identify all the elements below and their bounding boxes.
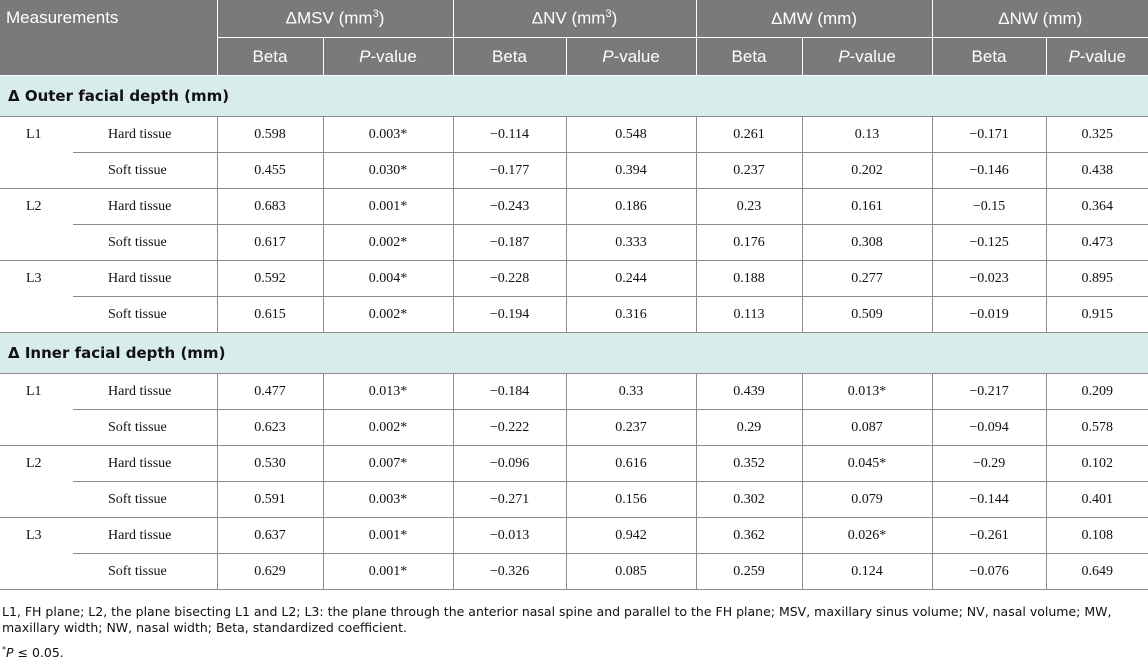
tissue-label: Soft tissue <box>73 482 217 518</box>
p-value-cell: 0.202 <box>802 153 932 189</box>
beta-cell: −0.177 <box>453 153 566 189</box>
tissue-label: Soft tissue <box>73 410 217 446</box>
beta-cell: −0.023 <box>932 261 1046 297</box>
level-label: L1 <box>0 374 73 446</box>
table-row <box>0 554 1148 590</box>
p-value-cell: 0.001* <box>323 189 453 225</box>
p-value-cell: 0.079 <box>802 482 932 518</box>
tissue-label: Hard tissue <box>73 446 217 482</box>
p-value-cell: 0.085 <box>566 554 696 590</box>
tissue-label: Soft tissue <box>73 554 217 590</box>
level-label: L2 <box>0 446 73 518</box>
p-value-header: P-value <box>802 38 932 76</box>
section-header-row <box>0 76 1148 117</box>
table-row <box>0 225 1148 261</box>
beta-cell: −0.146 <box>932 153 1046 189</box>
p-value-cell: 0.124 <box>802 554 932 590</box>
p-value-header: P-value <box>566 38 696 76</box>
p-value-cell: 0.237 <box>566 410 696 446</box>
p-value-cell: 0.364 <box>1046 189 1148 225</box>
p-value-cell: 0.895 <box>1046 261 1148 297</box>
p-value-cell: 0.616 <box>566 446 696 482</box>
beta-cell: −0.217 <box>932 374 1046 410</box>
beta-cell: 0.617 <box>217 225 323 261</box>
beta-cell: −0.228 <box>453 261 566 297</box>
p-value-cell: 0.277 <box>802 261 932 297</box>
table-row <box>0 410 1148 446</box>
beta-cell: −0.144 <box>932 482 1046 518</box>
beta-header: Beta <box>696 38 802 76</box>
section-title: Δ Outer facial depth (mm) <box>0 76 1148 117</box>
table-row <box>0 153 1148 189</box>
p-value-header: P-value <box>1046 38 1148 76</box>
beta-cell: −0.094 <box>932 410 1046 446</box>
p-value-cell: 0.003* <box>323 482 453 518</box>
table-row <box>0 261 1148 297</box>
beta-cell: −0.194 <box>453 297 566 333</box>
table-row <box>0 446 1148 482</box>
table-row <box>0 482 1148 518</box>
beta-cell: −0.125 <box>932 225 1046 261</box>
beta-cell: 0.176 <box>696 225 802 261</box>
p-value-cell: 0.942 <box>566 518 696 554</box>
mw-header: ΔMW (mm) <box>696 0 932 38</box>
footnote-significance: *P ≤ 0.05. <box>2 645 64 661</box>
p-value-cell: 0.007* <box>323 446 453 482</box>
p-value-cell: 0.002* <box>323 297 453 333</box>
beta-cell: 0.637 <box>217 518 323 554</box>
p-value-cell: 0.108 <box>1046 518 1148 554</box>
p-value-cell: 0.325 <box>1046 117 1148 153</box>
beta-cell: 0.683 <box>217 189 323 225</box>
beta-cell: 0.591 <box>217 482 323 518</box>
level-label: L2 <box>0 189 73 261</box>
beta-cell: −0.15 <box>932 189 1046 225</box>
beta-cell: −0.013 <box>453 518 566 554</box>
p-value-cell: 0.316 <box>566 297 696 333</box>
table-row <box>0 117 1148 153</box>
tissue-label: Soft tissue <box>73 153 217 189</box>
p-value-cell: 0.013* <box>323 374 453 410</box>
section-title: Δ Inner facial depth (mm) <box>0 333 1148 374</box>
tissue-label: Hard tissue <box>73 374 217 410</box>
p-value-cell: 0.004* <box>323 261 453 297</box>
beta-cell: −0.271 <box>453 482 566 518</box>
p-value-cell: 0.186 <box>566 189 696 225</box>
beta-cell: 0.439 <box>696 374 802 410</box>
p-value-cell: 0.161 <box>802 189 932 225</box>
beta-cell: −0.114 <box>453 117 566 153</box>
beta-cell: −0.171 <box>932 117 1046 153</box>
level-label: L1 <box>0 117 73 189</box>
p-value-cell: 0.473 <box>1046 225 1148 261</box>
beta-cell: 0.23 <box>696 189 802 225</box>
beta-cell: −0.184 <box>453 374 566 410</box>
beta-header: Beta <box>453 38 566 76</box>
p-value-cell: 0.394 <box>566 153 696 189</box>
beta-cell: 0.302 <box>696 482 802 518</box>
tissue-label: Hard tissue <box>73 518 217 554</box>
p-value-cell: 0.509 <box>802 297 932 333</box>
beta-cell: −0.096 <box>453 446 566 482</box>
p-value-cell: 0.002* <box>323 225 453 261</box>
beta-cell: 0.29 <box>696 410 802 446</box>
section-header-row <box>0 333 1148 374</box>
beta-cell: 0.592 <box>217 261 323 297</box>
beta-cell: 0.598 <box>217 117 323 153</box>
nv-header: ΔNV $(mm^3)$ <box>453 0 696 38</box>
p-value-cell: 0.308 <box>802 225 932 261</box>
beta-cell: 0.261 <box>696 117 802 153</box>
beta-cell: −0.076 <box>932 554 1046 590</box>
tissue-label: Hard tissue <box>73 189 217 225</box>
beta-cell: 0.623 <box>217 410 323 446</box>
beta-cell: 0.530 <box>217 446 323 482</box>
beta-cell: −0.019 <box>932 297 1046 333</box>
p-value-cell: 0.003* <box>323 117 453 153</box>
measurements-header: Measurements <box>0 0 217 76</box>
beta-cell: −0.29 <box>932 446 1046 482</box>
tissue-label: Soft tissue <box>73 225 217 261</box>
p-value-cell: 0.001* <box>323 518 453 554</box>
beta-cell: 0.455 <box>217 153 323 189</box>
p-value-cell: 0.030* <box>323 153 453 189</box>
beta-cell: 0.237 <box>696 153 802 189</box>
beta-cell: 0.362 <box>696 518 802 554</box>
beta-header: Beta <box>932 38 1046 76</box>
p-value-cell: 0.026* <box>802 518 932 554</box>
beta-cell: 0.188 <box>696 261 802 297</box>
p-value-cell: 0.13 <box>802 117 932 153</box>
beta-cell: 0.477 <box>217 374 323 410</box>
p-value-cell: 0.087 <box>802 410 932 446</box>
beta-cell: −0.222 <box>453 410 566 446</box>
level-label: L3 <box>0 518 73 590</box>
p-value-cell: 0.401 <box>1046 482 1148 518</box>
msv-header: ΔMSV $(mm^3)$ <box>217 0 453 38</box>
beta-cell: −0.326 <box>453 554 566 590</box>
nw-header: ΔNW (mm) <box>932 0 1148 38</box>
table-row <box>0 518 1148 554</box>
beta-cell: −0.187 <box>453 225 566 261</box>
tissue-label: Hard tissue <box>73 261 217 297</box>
beta-cell: 0.352 <box>696 446 802 482</box>
table-body <box>0 76 1148 590</box>
p-value-cell: 0.002* <box>323 410 453 446</box>
p-value-cell: 0.209 <box>1046 374 1148 410</box>
table-row <box>0 374 1148 410</box>
p-value-cell: 0.915 <box>1046 297 1148 333</box>
table-row <box>0 189 1148 225</box>
beta-cell: −0.261 <box>932 518 1046 554</box>
p-value-cell: 0.013* <box>802 374 932 410</box>
p-value-cell: 0.156 <box>566 482 696 518</box>
level-label: L3 <box>0 261 73 333</box>
p-value-cell: 0.244 <box>566 261 696 297</box>
table-row <box>0 297 1148 333</box>
p-value-cell: 0.045* <box>802 446 932 482</box>
tissue-label: Soft tissue <box>73 297 217 333</box>
p-value-cell: 0.001* <box>323 554 453 590</box>
p-value-cell: 0.578 <box>1046 410 1148 446</box>
beta-header: Beta <box>217 38 323 76</box>
beta-cell: 0.259 <box>696 554 802 590</box>
p-value-header: P-value <box>323 38 453 76</box>
beta-cell: 0.615 <box>217 297 323 333</box>
p-value-cell: 0.333 <box>566 225 696 261</box>
p-value-cell: 0.548 <box>566 117 696 153</box>
p-value-cell: 0.102 <box>1046 446 1148 482</box>
beta-cell: 0.113 <box>696 297 802 333</box>
beta-cell: −0.243 <box>453 189 566 225</box>
p-value-cell: 0.33 <box>566 374 696 410</box>
table-header <box>0 0 1148 76</box>
footnote-abbreviations: L1, FH plane; L2, the plane bisecting L1 and L2; L3: the plane through the anterior nasal spine and parallel to the FH plane; MSV, maxillary sinus volume; NV, nasal volume; MW, maxillary width; NW, nasal width; Beta, standardized coefficient. <box>2 604 1112 635</box>
beta-cell: 0.629 <box>217 554 323 590</box>
p-value-cell: 0.649 <box>1046 554 1148 590</box>
tissue-label: Hard tissue <box>73 117 217 153</box>
p-value-cell: 0.438 <box>1046 153 1148 189</box>
